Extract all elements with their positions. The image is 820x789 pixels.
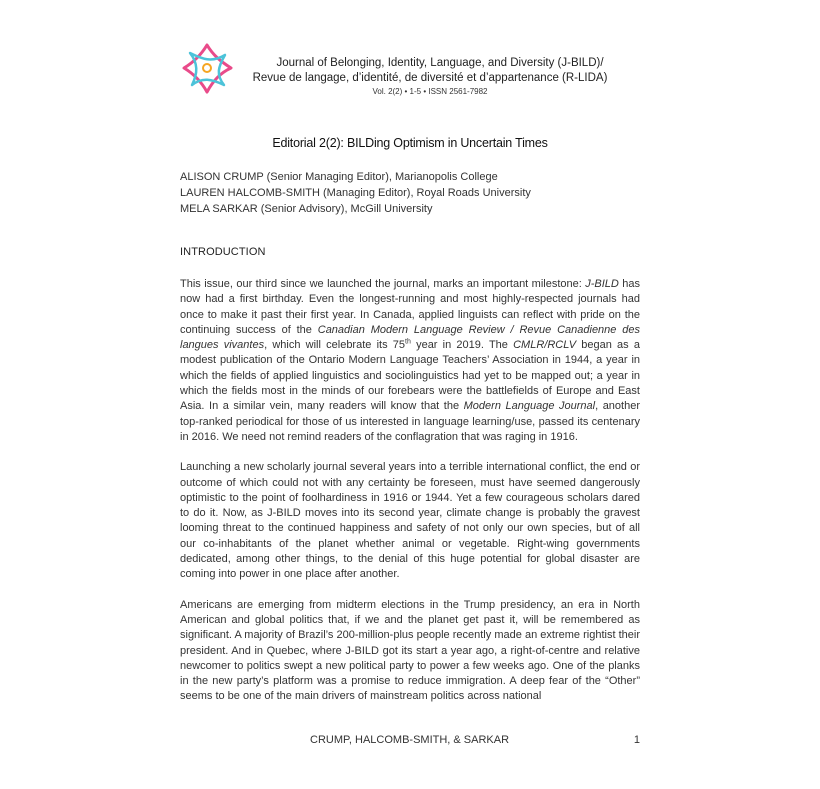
author-list — [180, 169, 640, 217]
page-footer — [180, 734, 640, 750]
paragraph — [180, 277, 640, 445]
section-heading: INTRODUCTION — [180, 246, 266, 258]
paragraph-text: , which will celebrate its 75 — [264, 339, 406, 352]
journal-title-english: Journal of Belonging, Identity, Language, and Diversity (J-BILD)/ — [276, 57, 604, 69]
journal-header — [180, 41, 640, 101]
page-number: 1 — [633, 734, 640, 746]
paragraph-italic-text: Canadian Modern Language Review / Revue Canadienne des langues vivantes — [180, 323, 640, 352]
author-line: LAUREN HALCOMB-SMITH (Managing Editor), Royal Roads University — [180, 187, 531, 199]
volume-info: Vol. 2(2) • 1-5 • ISSN 2561-7982 — [372, 87, 488, 96]
paragraph-text: has now had a first birthday. Even the longest-running and most highly-respected journals had once to make it past their first year. In Canada, applied linguists can reflect with pride on the continuing success of the — [180, 278, 641, 336]
paragraph-text: , another top-ranked periodical for those of us interested in language learning/use, passed its centenary in 2016. We need not remind readers of the conflagration that was raging in 1916. — [180, 400, 640, 443]
paragraph-italic-text: CMLR/RCLV — [513, 339, 577, 352]
article-title: Editorial 2(2): BILDing Optimism in Uncertain Times — [272, 136, 548, 150]
author-line: MELA SARKAR (Senior Advisory), McGill University — [180, 203, 433, 215]
paragraph-text: began as a modest publication of the Ontario Modern Language Teachers’ Association in 1944, a year in which the fields of applied linguistics and sociolinguistics had yet to be mapped out; a year in which the fields most in the minds of our forebears were the battlefields of Europe and East Asia. In a similar vein, many readers will know that the — [180, 339, 640, 413]
paragraph-text: This issue, our third since we launched the journal, marks an important milestone: — [180, 278, 586, 290]
superscript: th — [405, 338, 411, 346]
article-body — [180, 277, 640, 720]
paragraph-italic-text: J-BILD — [585, 278, 619, 290]
journal-title-french: Revue de langage, d’identité, de diversité et d’appartenance (R-LIDA) — [252, 72, 608, 84]
author-line: ALISON CRUMP (Senior Managing Editor), Marianopolis College — [180, 171, 498, 183]
paragraph: Americans are emerging from midterm elections in the Trump presidency, an era in North American and global politics that, if we and the planet get past it, will be remembered as significant. A majority of Brazil’s 200-million-plus people recently made an extreme rightist their president. And in Quebec, where J-BILD got its start a year ago, a right-of-centre and relative newcomer to politics swept a new political party to power a few weeks ago. One of the planks in the new party’s platform was a promise to reduce immigration. A deep fear of the “Other” seems to be one of the main drivers of mainstream politics across national — [180, 598, 640, 703]
paragraph: Launching a new scholarly journal several years into a terrible international conflict, the end or outcome of which could not with any certainty be foreseen, must have seemed dangerously optimistic to the point of foolhardiness in 1916 or 1944. Yet a few courageous scholars dared to do it. Now, as J-BILD moves into its second year, climate change is probably the gravest looming threat to the continued happiness and safety of not only our own species, but of all our co-inhabitants of the planet whether animal or vegetable. Right-wing governments dedicated, among other things, to the denial of this huge potential for global disaster are coming into power in one place after another. — [180, 461, 640, 581]
footer-authors: CRUMP, HALCOMB-SMITH, & SARKAR — [310, 734, 510, 746]
paragraph-text: year in 2019. The — [410, 339, 514, 352]
paragraph-italic-text: Modern Language Journal — [463, 400, 596, 413]
journal-title-block — [180, 56, 640, 98]
